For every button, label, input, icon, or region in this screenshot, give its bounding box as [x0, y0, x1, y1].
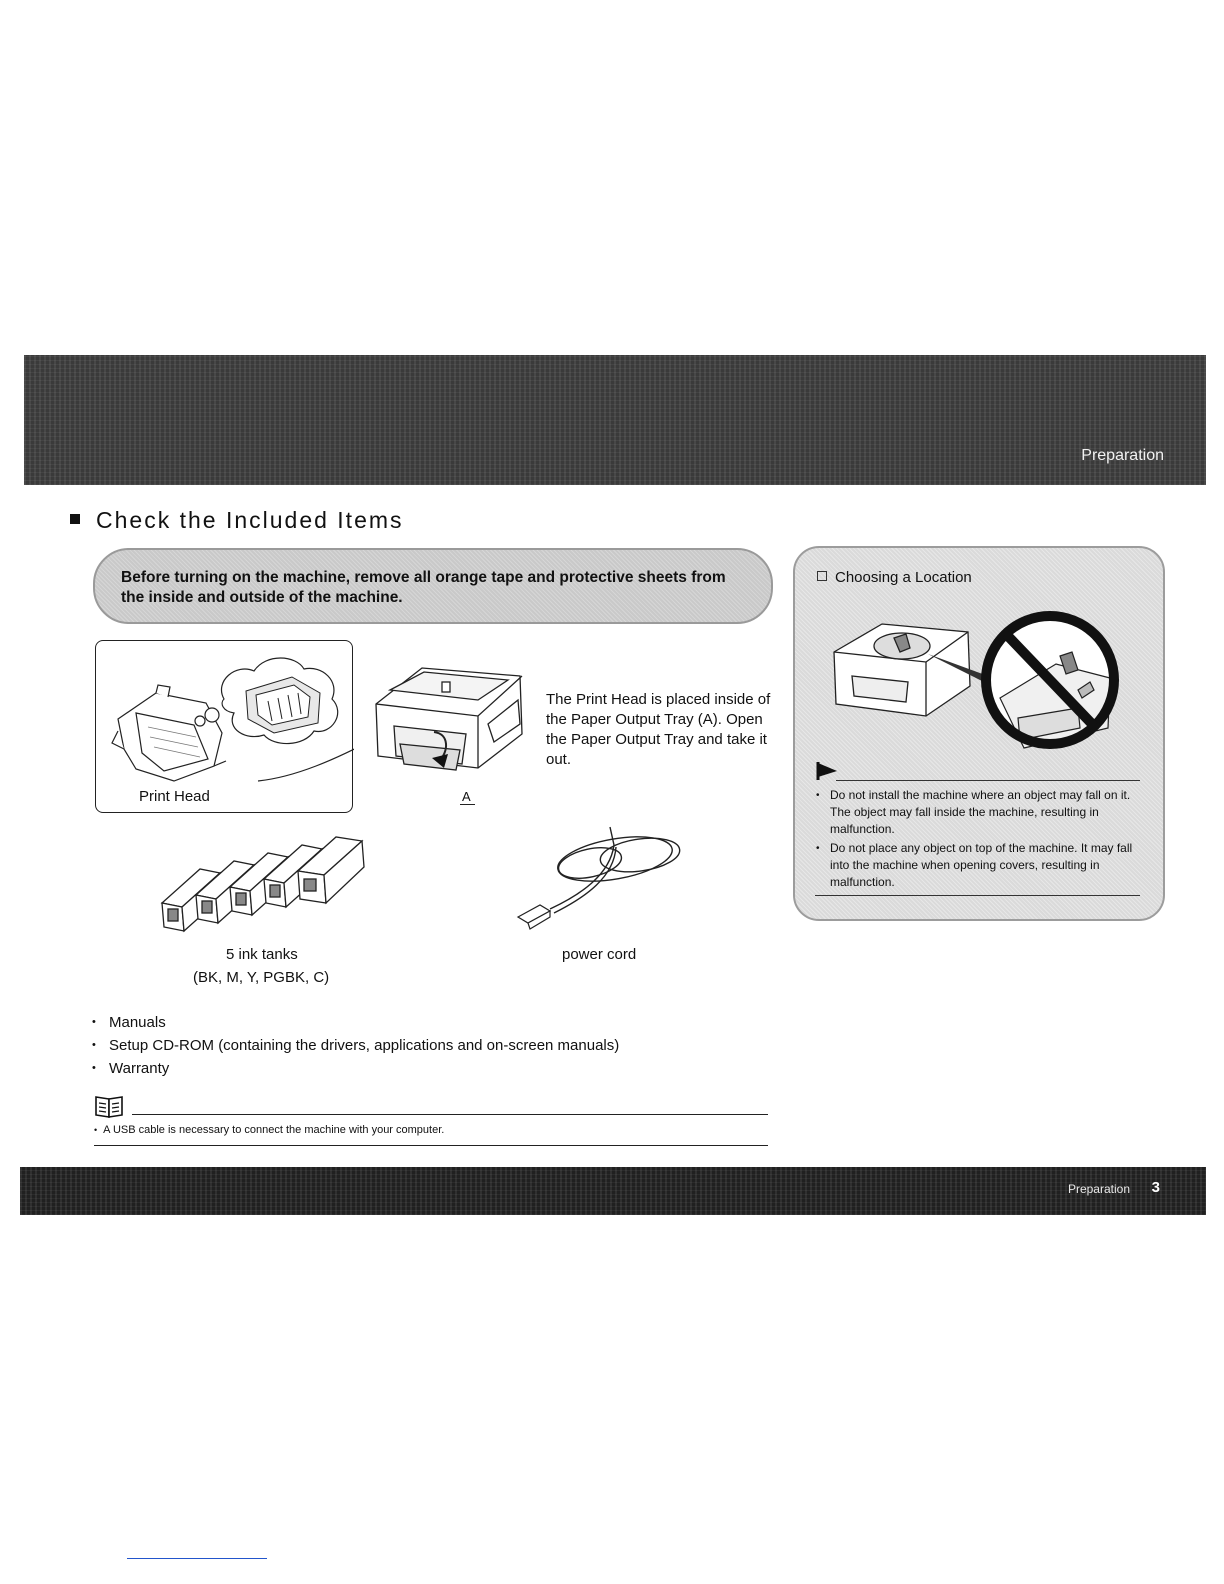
manual-icon: [94, 1093, 126, 1124]
location-notes: [815, 787, 1145, 893]
location-heading: [817, 569, 972, 586]
divider: [815, 895, 1140, 896]
header-band: [24, 355, 1206, 485]
divider: [836, 780, 1140, 781]
footer-underline: [127, 1558, 267, 1559]
list-item: • Manuals: [92, 1011, 619, 1034]
ink-tanks-colors: (BK, M, Y, PGBK, C): [193, 969, 330, 986]
note-text: • A USB cable is necessary to connect the machine with your computer.: [94, 1124, 444, 1136]
print-head-description: The Print Head is placed inside of the Paper Output Tray (A). Open the Paper Output Tray and take it out.: [546, 691, 771, 768]
printer-illustration: [370, 660, 530, 795]
included-items-list: [92, 1011, 619, 1080]
tray-label: A: [462, 789, 471, 804]
ink-tanks-illustration: [160, 825, 370, 940]
warning-banner: Before turning on the machine, remove all orange tape and protective sheets from the inside and outside of the machine.: [93, 548, 773, 624]
location-illustration: [828, 598, 1128, 763]
divider: [132, 1114, 768, 1115]
power-cord-caption: power cord: [562, 946, 637, 963]
page-number: 3: [1151, 1179, 1160, 1196]
footer-section-tag: Preparation: [1067, 1182, 1130, 1196]
print-head-illustration: [96, 641, 354, 814]
section-tag: Preparation: [1081, 447, 1164, 464]
section-title: Check the Included Items: [96, 507, 404, 533]
print-head-label: Print Head: [139, 788, 210, 805]
print-head-callout: [95, 640, 353, 813]
caution-note: • Do not place any object on top of the machine. It may fall into the machine when opening covers, resulting in malfunction.: [815, 840, 1145, 891]
list-item: • Setup CD-ROM (containing the drivers, applications and on-screen manuals): [92, 1034, 619, 1057]
divider: [94, 1145, 768, 1146]
section-heading: [70, 507, 404, 534]
caution-flag-icon: [815, 760, 839, 787]
location-title: Choosing a Location: [835, 569, 972, 586]
list-item: • Warranty: [92, 1057, 619, 1080]
power-cord-illustration: [510, 825, 690, 940]
footer-band: [20, 1167, 1206, 1215]
ink-tanks-caption: 5 ink tanks: [226, 946, 298, 963]
square-bullet-icon: [70, 514, 80, 524]
checkbox-square-icon: [817, 571, 827, 581]
caution-note: • Do not install the machine where an object may fall on it. The object may fall inside the machine, resulting in malfunction.: [815, 787, 1145, 838]
